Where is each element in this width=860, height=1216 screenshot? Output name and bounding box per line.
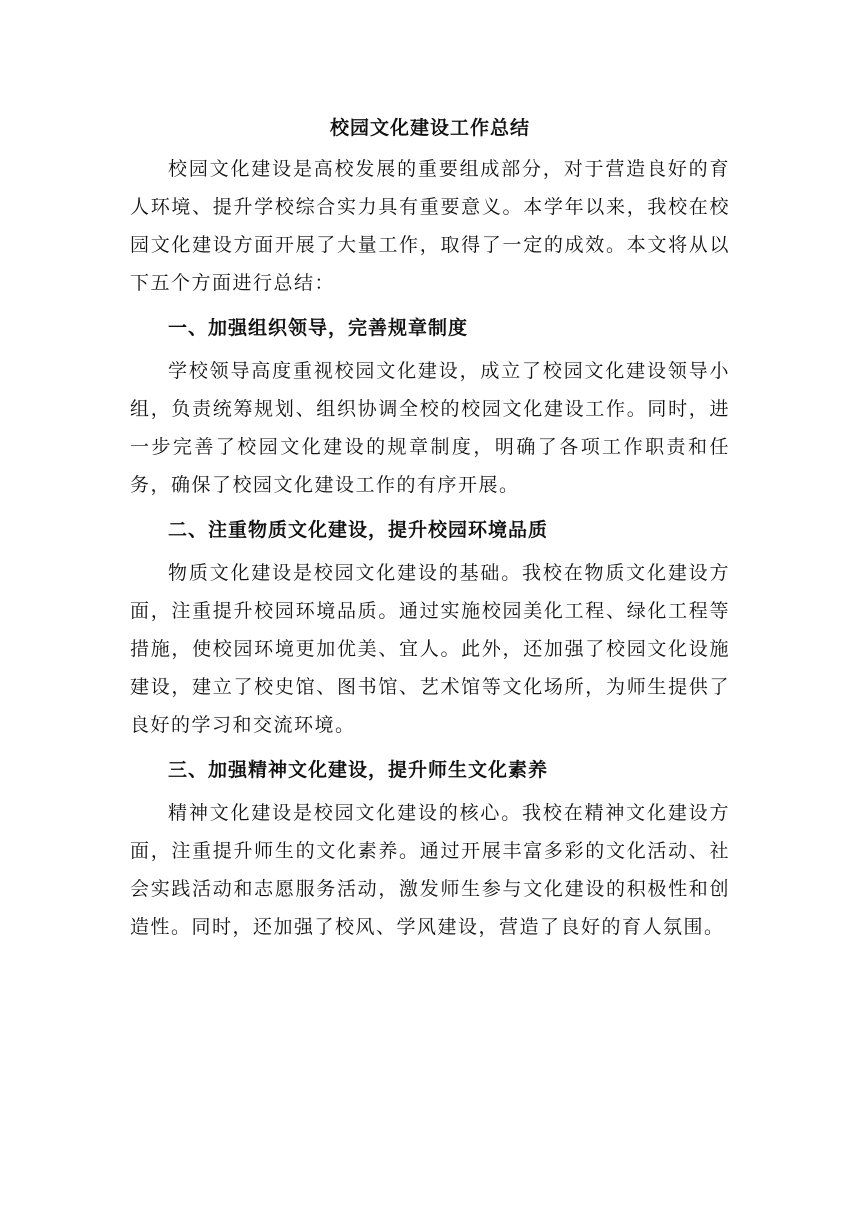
section-body-1: 学校领导高度重视校园文化建设，成立了校园文化建设领导小组，负责统筹规划、组织协调全校的校园文化建设工作。同时，进一步完善了校园文化建设的规章制度，明确了各项工作职责和任务，确保了校园文化建设工作的有序开展。 <box>130 360 730 496</box>
section-heading-3: 三、加强精神文化建设，提升师生文化素养 <box>168 759 549 781</box>
section-body-2: 物质文化建设是校园文化建设的基础。我校在物质文化建设方面，注重提升校园环境品质。通过实施校园美化工程、绿化工程等措施，使校园环境更加优美、宜人。此外，还加强了校园文化设施建设，建立了校史馆、图书馆、艺术馆等文化场所，为师生提供了良好的学习和交流环境。 <box>130 562 730 736</box>
document-title: 校园文化建设工作总结 <box>329 117 530 139</box>
section-heading-1: 一、加强组织领导，完善规章制度 <box>168 317 469 339</box>
section-body-3: 精神文化建设是校园文化建设的核心。我校在精神文化建设方面，注重提升师生的文化素养。通过开展丰富多彩的文化活动、社会实践活动和志愿服务活动，激发师生参与文化建设的积极性和创造性。同时，还加强了校风、学风建设，营造了良好的育人氛围。 <box>130 802 730 938</box>
document-body <box>130 110 730 946</box>
intro-paragraph: 校园文化建设是高校发展的重要组成部分，对于营造良好的育人环境、提升学校综合实力具有重要意义。本学年以来，我校在校园文化建设方面开展了大量工作，取得了一定的成效。本文将从以下五个方面进行总结： <box>130 158 730 294</box>
section-heading-2: 二、注重物质文化建设，提升校园环境品质 <box>168 519 549 541</box>
